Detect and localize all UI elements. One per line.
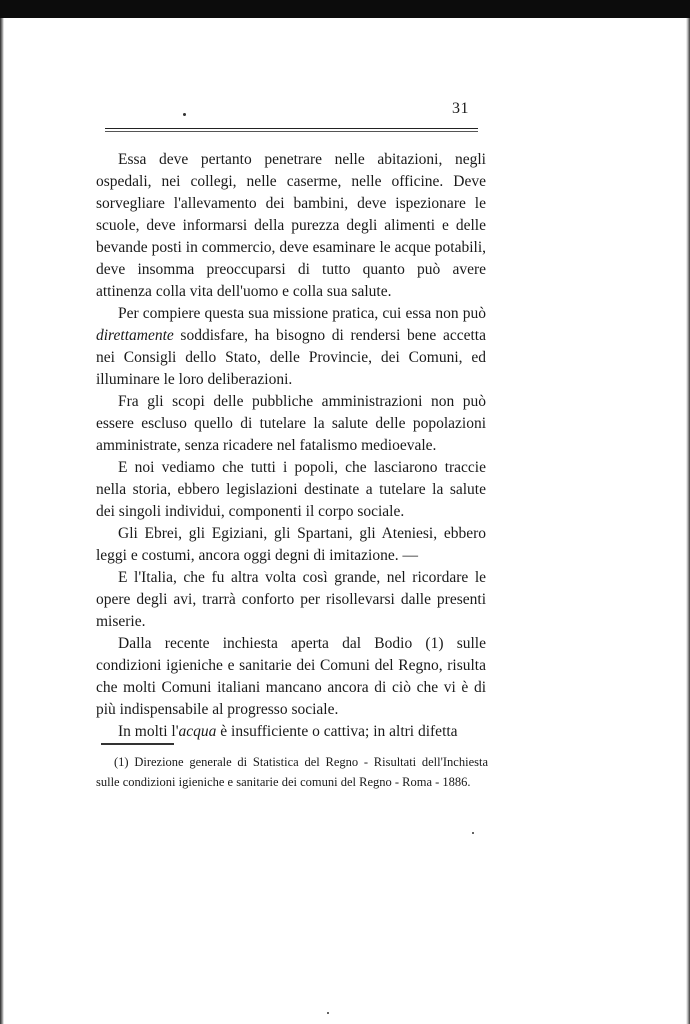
paragraph: E l'Italia, che fu altra volta così grande, nel ricordare le opere degli avi, trarrà conforto per risollevarsi dalle presenti miserie. — [96, 569, 486, 630]
paragraph: E noi vediamo che tutti i popoli, che lasciarono traccie nella storia, ebbero legislazioni destinate a tutelare la salute dei singoli individui, componenti il corpo sociale. — [96, 459, 486, 520]
body-text — [96, 149, 486, 743]
paragraph-emphasis: direttamente — [96, 327, 174, 344]
page-number: 31 — [452, 100, 469, 117]
paragraph: Essa deve pertanto penetrare nelle abitazioni, negli ospedali, nei collegi, nelle caserme, nelle officine. Deve sorvegliare l'allevamento dei bambini, deve ispezionare le scuole, deve informarsi della purezza degli alimenti e delle bevande posti in commercio, deve esaminare le acque potabili, deve insomma preoccuparsi di tutto quanto può avere attinenza colla vita dell'uomo e colla sua salute. — [96, 151, 486, 300]
paragraph-emphasis: acqua — [178, 723, 217, 740]
paragraph-text: Per compiere questa sua missione pratica, cui essa non può — [118, 305, 486, 322]
footnote-rule — [101, 743, 174, 745]
scan-left-edge — [0, 18, 4, 1024]
scan-top-border — [0, 0, 690, 18]
paragraph: Dalla recente inchiesta aperta dal Bodio (1) sulle condizioni igieniche e sanitarie dei Comuni del Regno, risulta che molti Comuni italiani mancano ancora di ciò che vi è di più indispensabile al progresso sociale. — [96, 635, 486, 718]
footnote: (1) Direzione generale di Statistica del Regno - Risultati dell'Inchiesta sulle condizioni igieniche e sanitarie dei comuni del Regno - Roma - 1886. — [96, 755, 488, 789]
paragraph-text: soddisfare, ha bisogno di rendersi bene accetta nei Consigli dello Stato, delle Provincie, dei Comuni, ed illuminare le loro deliberazioni. — [96, 327, 486, 388]
header-rule — [105, 128, 478, 129]
scan-right-edge — [686, 18, 690, 1024]
paragraph — [96, 721, 486, 743]
scan-speck — [183, 113, 186, 116]
scan-speck — [327, 1012, 329, 1014]
header-rule-secondary — [105, 131, 478, 132]
paragraph: Gli Ebrei, gli Egiziani, gli Spartani, gli Ateniesi, ebbero leggi e costumi, ancora oggi degni di imitazione. — — [96, 525, 486, 564]
scan-speck — [472, 832, 474, 834]
paragraph-text: In molti l' — [118, 723, 179, 740]
footnotes — [96, 752, 488, 792]
paragraph — [96, 303, 486, 391]
paragraph-text: è insufficiente o cattiva; in altri difetta — [216, 723, 458, 740]
paragraph: Fra gli scopi delle pubbliche amministrazioni non può essere escluso quello di tutelare la salute delle popolazioni amministrate, senza ricadere nel fatalismo medioevale. — [96, 393, 486, 454]
